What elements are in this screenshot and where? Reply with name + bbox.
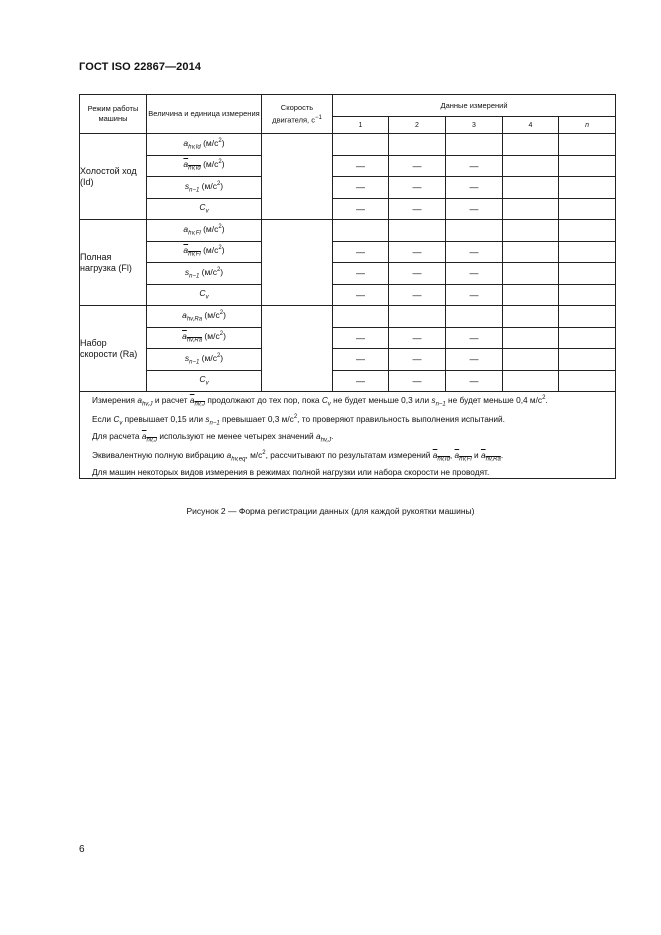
data-cell [389, 134, 446, 156]
data-cell: — [446, 327, 503, 349]
data-cell [503, 155, 559, 177]
mode-cell: Набор скорости (Ra) [80, 306, 147, 392]
header-speed [262, 95, 333, 134]
data-cell [559, 220, 616, 242]
data-cell [503, 220, 559, 242]
data-cell [503, 284, 559, 306]
table-row [80, 284, 616, 306]
data-cell [559, 306, 616, 328]
table-body [80, 134, 616, 392]
mode-cell: Холостой ход (Id) [80, 134, 147, 220]
data-cell: — [446, 155, 503, 177]
header-col-4: 4 [503, 117, 559, 134]
quantity-cell: $s_{n-1}$ $(м/с^2)$ [147, 349, 262, 371]
quantity-cell: $C_v$ [147, 370, 262, 392]
data-cell: — [389, 241, 446, 263]
header-speed-exp: −1 [314, 114, 322, 121]
data-cell [503, 370, 559, 392]
header-measurement-data: Данные измерений [333, 95, 616, 117]
table-row [80, 220, 616, 242]
data-cell: — [389, 370, 446, 392]
header-col-3: 3 [446, 117, 503, 134]
data-cell [559, 198, 616, 220]
header-speed-label: Скорость двигателя, с [272, 102, 315, 125]
data-cell [503, 177, 559, 199]
note-5: Для машин некоторых видов измерения в режимах полной нагрузки или набора скорости не проводят. [92, 466, 490, 477]
data-cell: — [389, 349, 446, 371]
data-cell: — [389, 263, 446, 285]
data-cell [503, 198, 559, 220]
data-cell [559, 134, 616, 156]
data-cell: — [389, 177, 446, 199]
mode-cell: Полная нагрузка (Fl) [80, 220, 147, 306]
data-cell [446, 134, 503, 156]
page-number: 6 [79, 844, 85, 855]
table-row [80, 306, 616, 328]
speed-cell [262, 220, 333, 306]
quantity-cell: $s_{n-1}$ $(м/с^2)$ [147, 263, 262, 285]
data-cell [503, 349, 559, 371]
data-cell: — [333, 177, 389, 199]
table-row [80, 134, 616, 156]
data-cell: — [333, 327, 389, 349]
quantity-cell: $a_{hv,Id}$ $(м/с^2)$ [147, 155, 262, 177]
header-mode: Режим работы машины [80, 95, 147, 134]
data-cell [559, 177, 616, 199]
data-cell [503, 263, 559, 285]
notes-block [80, 392, 616, 479]
header-col-1: 1 [333, 117, 389, 134]
header-col-2: 2 [389, 117, 446, 134]
note-3: Для расчета $a_{hv,J}$ используют не менее четырех значений $a_{hv,J}$. [92, 430, 334, 444]
data-cell: — [446, 241, 503, 263]
note-1: Измерения $a_{hv,J}$ и расчет $a_{hv,J}$ продолжают до тех пор, пока $C_v$ не будет меньше 0,3 или $s_{n-1}$ не будет меньше 0,4 $м/с^2$. [92, 394, 548, 408]
table-row [80, 370, 616, 392]
note-4: Эквивалентную полную вибрацию $a_{hv,eq}$, $м/с^2$, рассчитывают по результатам измерений $a_{hv,Id}$, $a_{hv,Fl}$ и $a_{hv,Ra}$. [92, 449, 504, 463]
quantity-cell: $C_v$ [147, 198, 262, 220]
speed-cell [262, 134, 333, 220]
data-cell [559, 263, 616, 285]
header-col-n: n [559, 117, 616, 134]
data-cell: — [333, 198, 389, 220]
quantity-cell: $a_{hv,Fl}$ $(м/с^2)$ [147, 241, 262, 263]
data-cell: — [333, 241, 389, 263]
data-cell: — [446, 263, 503, 285]
data-cell [559, 155, 616, 177]
data-cell [446, 306, 503, 328]
data-cell [446, 220, 503, 242]
table-row [80, 198, 616, 220]
table-row [80, 241, 616, 263]
speed-cell [262, 306, 333, 392]
data-cell [503, 241, 559, 263]
quantity-cell: $a_{hv,Id}$ $(м/с^2)$ [147, 134, 262, 156]
table-row [80, 177, 616, 199]
data-cell: — [389, 155, 446, 177]
data-cell: — [389, 198, 446, 220]
data-cell: — [333, 349, 389, 371]
data-cell: — [389, 284, 446, 306]
data-cell [559, 349, 616, 371]
data-cell: — [446, 198, 503, 220]
data-cell [333, 306, 389, 328]
data-cell: — [389, 327, 446, 349]
data-cell [559, 370, 616, 392]
quantity-cell: $C_v$ [147, 284, 262, 306]
document-designation: ГОСТ ISO 22867—2014 [79, 61, 202, 73]
data-cell: — [446, 349, 503, 371]
data-cell [503, 134, 559, 156]
data-cell: — [333, 370, 389, 392]
data-cell [333, 134, 389, 156]
quantity-cell: $a_{hv,Fl}$ $(м/с^2)$ [147, 220, 262, 242]
data-cell: — [446, 284, 503, 306]
data-cell [389, 220, 446, 242]
data-cell [503, 327, 559, 349]
header-quantity: Величина и единица измерения [147, 95, 262, 134]
data-cell [333, 220, 389, 242]
data-cell: — [446, 177, 503, 199]
table-row [80, 349, 616, 371]
data-cell: — [333, 155, 389, 177]
figure-caption: Рисунок 2 — Форма регистрации данных (для каждой рукоятки машины) [186, 506, 475, 516]
data-cell [389, 306, 446, 328]
data-cell [503, 306, 559, 328]
data-registration-table [79, 94, 616, 479]
table-row [80, 327, 616, 349]
data-cell: — [333, 284, 389, 306]
note-2: Если $C_v$ превышает 0,15 или $s_{n-1}$ превышает 0,3 $м/с^2$, то проверяют правильность выполнения испытаний. [92, 413, 505, 427]
data-cell [559, 327, 616, 349]
quantity-cell: $a_{hv,Ra}$ $(м/с^2)$ [147, 306, 262, 328]
data-cell [559, 241, 616, 263]
data-cell [559, 284, 616, 306]
table-row [80, 263, 616, 285]
table-row [80, 155, 616, 177]
data-cell: — [333, 263, 389, 285]
quantity-cell: $s_{n-1}$ $(м/с^2)$ [147, 177, 262, 199]
quantity-cell: $a_{hv,Ra}$ $(м/с^2)$ [147, 327, 262, 349]
data-cell: — [446, 370, 503, 392]
